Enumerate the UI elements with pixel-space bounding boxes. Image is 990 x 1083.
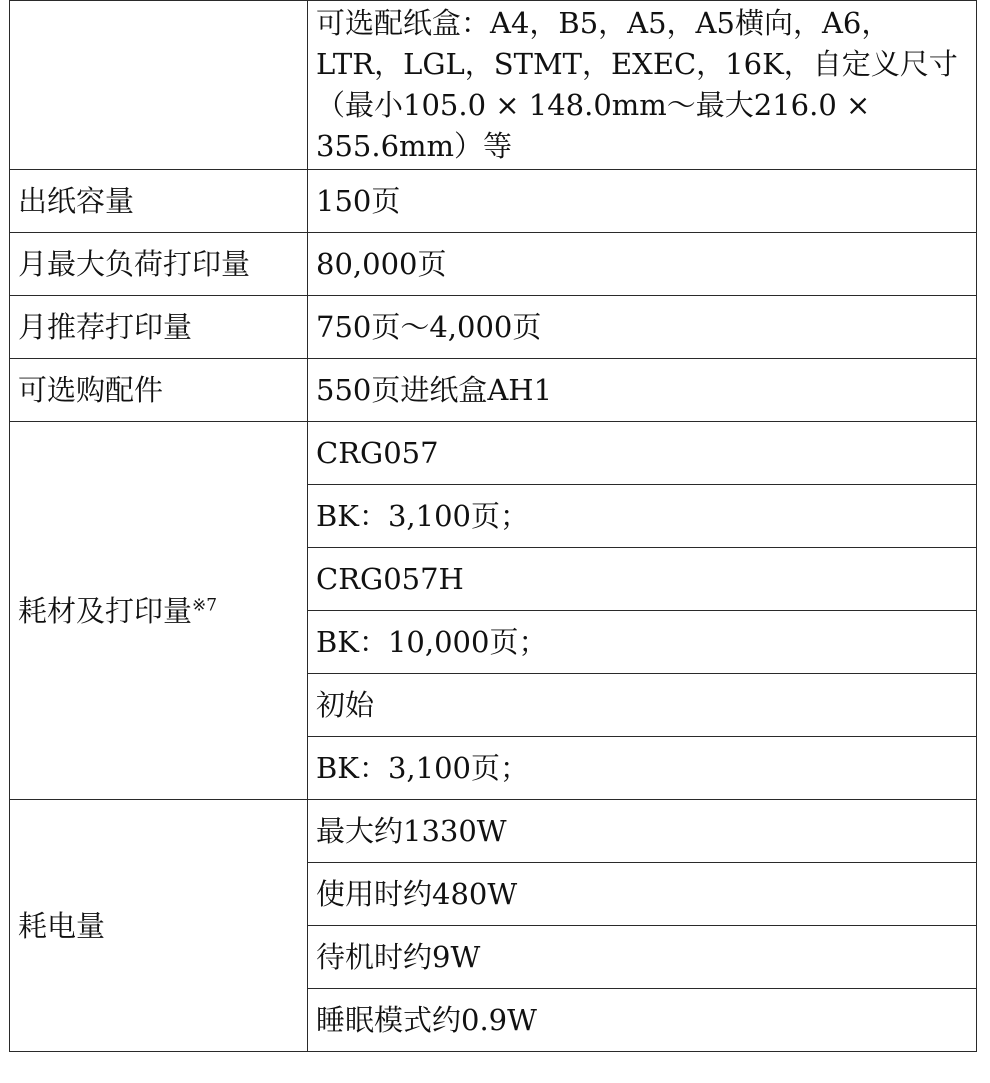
output-capacity-value: 150页 [308, 170, 977, 233]
recommended-volume-row [10, 296, 977, 359]
power-item: 睡眠模式约0.9W [308, 989, 977, 1052]
consumables-item: CRG057 [308, 422, 977, 485]
footnote-marker: ※7 [192, 594, 218, 615]
options-row [10, 359, 977, 422]
power-item: 最大约1330W [308, 800, 977, 863]
max-duty-value: 80,000页 [308, 233, 977, 296]
paper-sizes-line: 355.6mm）等 [316, 129, 513, 163]
output-capacity-row [10, 170, 977, 233]
consumables-item: BK：3,100页； [308, 737, 977, 800]
consumables-item: CRG057H [308, 548, 977, 611]
power-item: 使用时约480W [308, 863, 977, 926]
paper-sizes-row [10, 1, 977, 170]
consumables-item: BK：3,100页； [308, 485, 977, 548]
spec-table [9, 0, 977, 1052]
recommended-volume-label: 月推荐打印量 [10, 296, 308, 359]
paper-sizes-line: LTR，LGL，STMT，EXEC，16K，自定义尺寸 [316, 47, 958, 81]
max-duty-row [10, 233, 977, 296]
options-value: 550页进纸盒AH1 [308, 359, 977, 422]
consumables-label-cell [10, 422, 308, 800]
power-item: 待机时约9W [308, 926, 977, 989]
options-label: 可选购配件 [10, 359, 308, 422]
recommended-volume-value: 750页～4,000页 [308, 296, 977, 359]
paper-sizes-line: 可选配纸盒：A4，B5，A5，A5横向，A6， [316, 6, 891, 40]
max-duty-label: 月最大负荷打印量 [10, 233, 308, 296]
consumables-label: 耗材及打印量 [18, 593, 193, 628]
output-capacity-label: 出纸容量 [10, 170, 308, 233]
power-row [10, 800, 977, 863]
power-label: 耗电量 [10, 800, 308, 1052]
consumables-item: BK：10,000页； [308, 611, 977, 674]
consumables-row [10, 422, 977, 485]
paper-sizes-value-cell [308, 1, 977, 170]
consumables-item: 初始 [308, 674, 977, 737]
paper-sizes-line: （最小105.0 × 148.0mm～最大216.0 × [316, 88, 871, 122]
paper-sizes-label-cell [10, 1, 308, 170]
